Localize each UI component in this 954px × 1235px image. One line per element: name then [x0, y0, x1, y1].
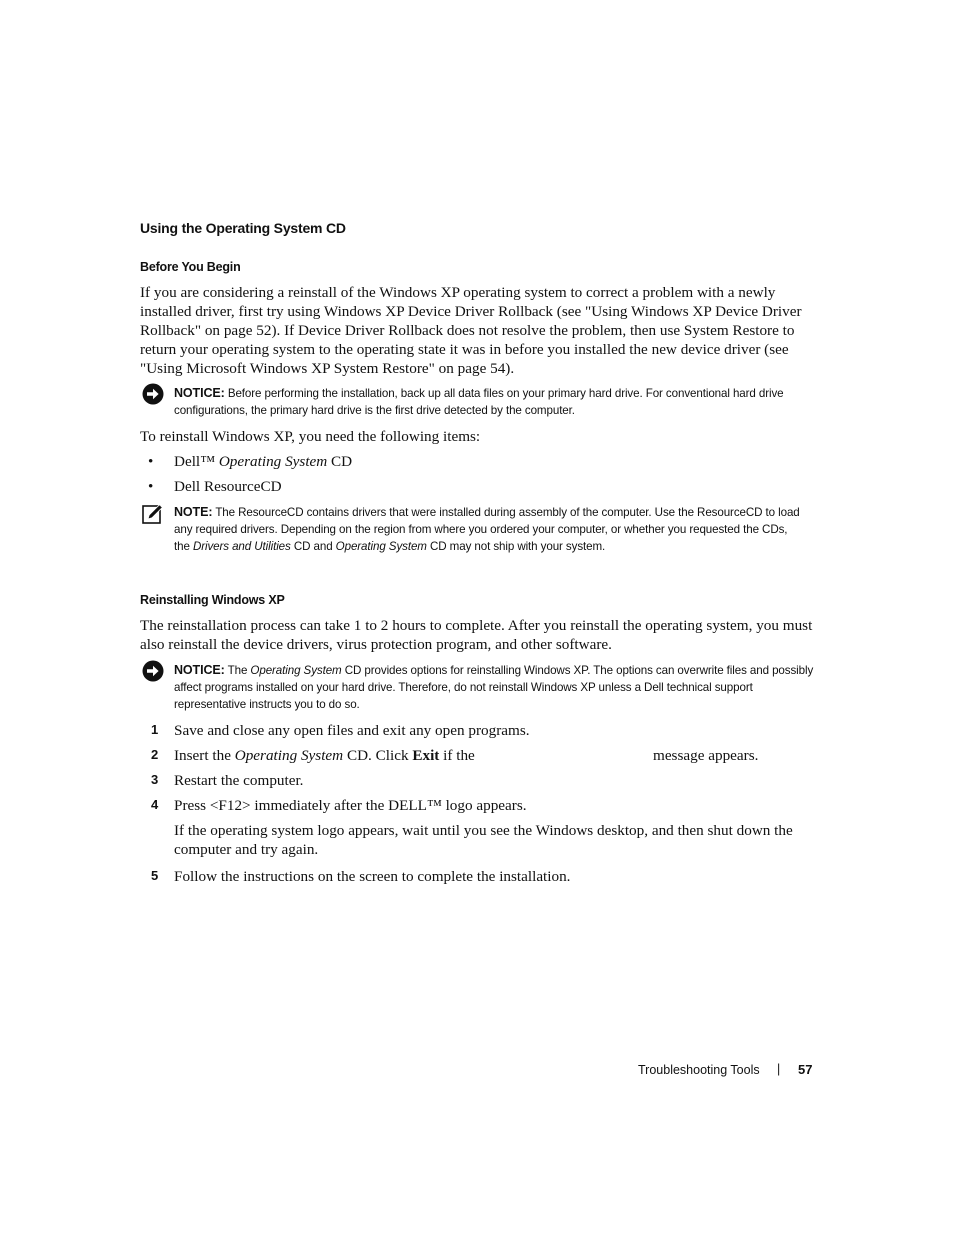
- intro-paragraph: If you are considering a reinstall of the Windows XP operating system to correct a problem with a newly installed driver, first try using Windows XP Device Driver Rollback (see "Using Windows XP Device Driver Rollback" on page 52). If Device Driver Rollback does not resolve the problem, then use System Restore to return your operating system to the operating state it was in before you installed the new device driver (see "Using Microsoft Windows XP System Restore" on page 54).: [140, 284, 802, 377]
- note-label: NOTE:: [174, 505, 213, 519]
- bullet-marker: •: [148, 478, 154, 495]
- page-number: 57: [798, 1062, 813, 1077]
- step-text-tail: message appears.: [653, 747, 759, 764]
- step-text: Press <F12> immediately after the DELL™ logo appears.: [174, 797, 527, 814]
- section-heading: Using the Operating System CD: [140, 220, 346, 236]
- note-block: NOTE: The ResourceCD contains drivers that were installed during assembly of the computer. Use the ResourceCD to load any required drivers. Depending on the region from where you ordered your computer, or whether you requested the CDs, the Drivers and Utilities CD and Operating System CD may not ship with your system.: [174, 505, 800, 553]
- subheading-reinstalling: Reinstalling Windows XP: [140, 593, 285, 607]
- step-number: 1: [151, 722, 159, 737]
- step-subtext: If the operating system logo appears, wait until you see the Windows desktop, and then shut down the computer and try again.: [174, 822, 793, 858]
- footer-separator: |: [777, 1062, 781, 1076]
- notice-label: NOTICE:: [174, 386, 225, 400]
- step-text: Restart the computer.: [174, 772, 304, 789]
- notice-block: NOTICE: The Operating System CD provides options for reinstalling Windows XP. The options can overwrite files and possibly affect programs installed on your hard drive. Therefore, do not reinstall Windows XP unless a Dell technical support representative instructs you to do so.: [174, 663, 814, 711]
- step-number: 5: [151, 868, 159, 883]
- step-text: Save and close any open files and exit any open programs.: [174, 722, 530, 739]
- step-text: Follow the instructions on the screen to complete the installation.: [174, 868, 571, 885]
- notice-icon: [142, 660, 164, 682]
- notice-block: [174, 385, 814, 419]
- pencil-note-icon: [142, 503, 164, 525]
- bullet-item-resourcecd: Dell ResourceCD: [174, 478, 282, 495]
- subheading-before-you-begin: Before You Begin: [140, 260, 241, 274]
- notice-icon: [142, 383, 164, 405]
- step-number: 3: [151, 772, 159, 787]
- notice-label: NOTICE:: [174, 663, 225, 677]
- step-number: 2: [151, 747, 159, 762]
- bullet-item-os-cd: Dell™ Operating System CD: [174, 453, 353, 470]
- step-number: 4: [151, 797, 159, 812]
- reinstall-paragraph: The reinstallation process can take 1 to 2 hours to complete. After you reinstall the operating system, you must also reinstall the device drivers, virus protection program, and other software.: [140, 617, 813, 653]
- need-items-text: To reinstall Windows XP, you need the following items:: [140, 428, 481, 445]
- step-text: Insert the Operating System CD. Click Exit if the: [174, 747, 475, 764]
- notice-text: Before performing the installation, back up all data files on your primary hard drive. For conventional hard drive configurations, the primary hard drive is the first drive detected by the computer.: [174, 387, 784, 417]
- footer-section-title: Troubleshooting Tools: [638, 1063, 760, 1077]
- bullet-marker: •: [148, 453, 154, 470]
